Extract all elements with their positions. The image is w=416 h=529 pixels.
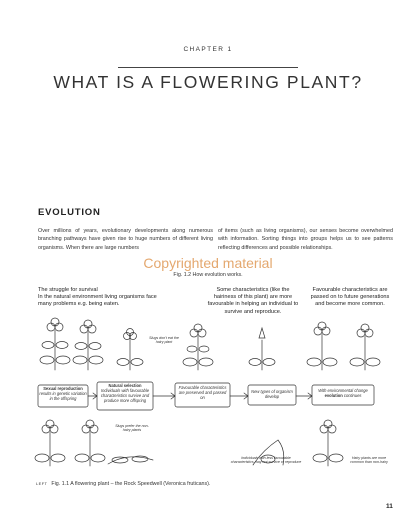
copyright-watermark: Copyrighted material [143,255,273,271]
box-new-types: New types of organism develop [251,389,293,399]
plant-illustration [40,318,70,370]
body-paragraph-col1: Over millions of years, evolutionary developments along numerous branching pathways have given rise to huge numbers of different living organisms. When there are large numbers [38,228,213,251]
box-natural-selection-title: Natural selection [108,383,142,388]
box-favourable: Favourable characteristics are preserved and passed on [178,385,227,400]
unfavourable-note: Individuals with less favourable characteristics may not survive or reproduce [230,456,302,465]
slug-note-top: Slugs don't eat the hairy plant [149,336,179,345]
favourable-passed-text: Favourable characteristics are passed on to future generations and become more common. [310,287,390,308]
box-environment-text: With environmental change [318,388,368,393]
hairy-common-note: Hairy plants are more common than non-hairy [350,456,388,465]
figure-1-1-caption [36,481,210,487]
plant-illustration [35,420,65,466]
plant-illustration [183,324,213,370]
slug-note-bottom: Slugs prefer the non-hairy plants [115,424,149,433]
plant-illustration [249,328,275,370]
plant-illustration [117,329,143,371]
plant-illustration [313,420,343,466]
box-environment [313,388,373,398]
box-sexual-reproduction [39,386,87,401]
box-environment-bold: evolution [324,393,343,398]
caption-position-label: LEFT [36,481,48,486]
page-title: WHAT IS A FLOWERING PLANT? [53,72,363,92]
box-sexual-reproduction-title: Sexual reproduction [43,386,83,391]
plant-illustration [350,324,380,370]
plant-illustration [73,320,103,370]
box-sexual-reproduction-text: results in genetic variation in the offspring [39,391,87,401]
favourable-individual-text: Some characteristics (like the hairiness of this plant) are more favourable in helping an individual to survive and reproduce. [207,287,299,315]
box-natural-selection-text: Individuals with favourable characteristics survive and produce more offspring [100,388,150,403]
struggle-title: The struggle for survival [38,287,98,293]
chapter-label: CHAPTER 1 [183,46,233,53]
body-paragraph-col2: of items (such as living organisms), our senses become overwhelmed with information. Sorting things into groups helps us to see patterns reflecting differences and possible relationships. [218,228,393,251]
plant-illustration [307,322,337,370]
struggle-text: In the natural environment living organisms face many problems e.g. being eaten. [38,294,157,308]
plant-illustration [75,420,105,466]
caption-text: Fig. 1.1 A flowering plant – the Rock Speedwell (Veronica fruticans). [51,481,211,487]
box-environment-tail: continues [343,393,362,398]
page-number: 11 [386,503,393,510]
figure-caption: Fig. 1.2 How evolution works. [173,272,243,278]
box-natural-selection [98,383,152,403]
section-heading: EVOLUTION [38,207,101,218]
wilted-plant-illustration [108,456,153,464]
